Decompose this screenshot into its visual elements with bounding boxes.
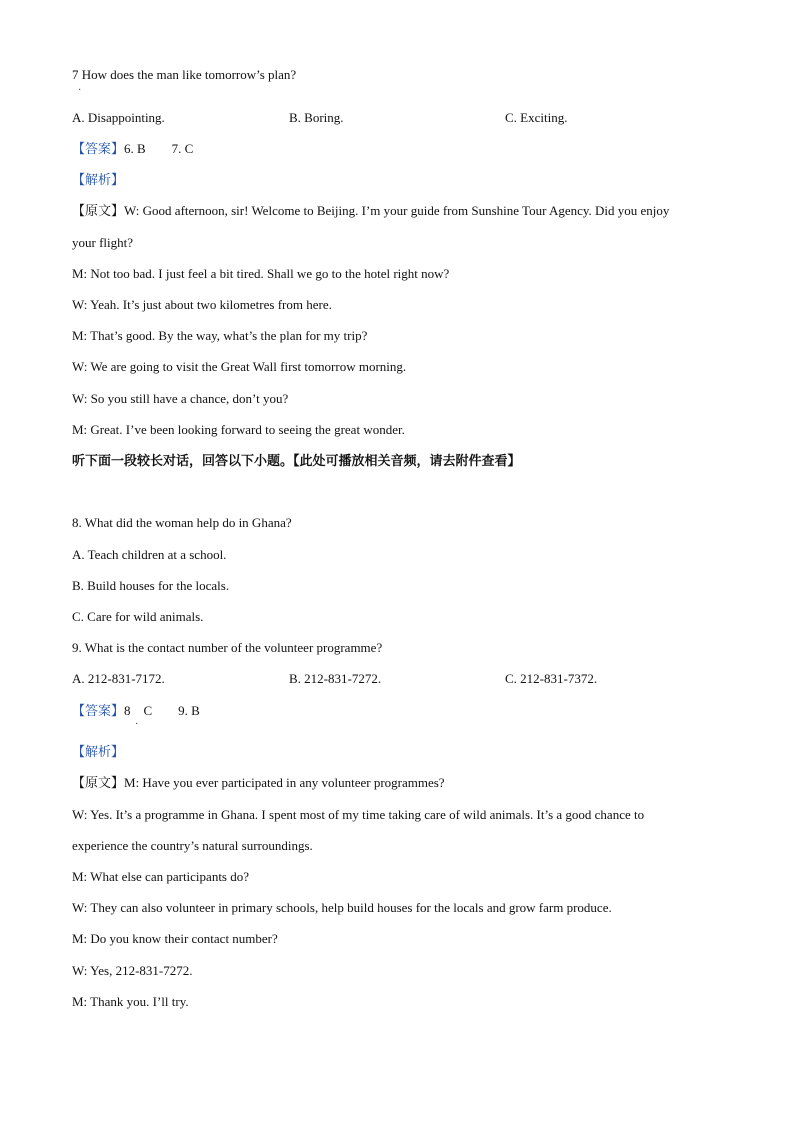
answer-tag: 【答案】 (72, 704, 125, 719)
question-9: 9. What is the contact number of the volunteer programme? (72, 640, 383, 655)
q9-option-a: A. 212-831-7172. (72, 671, 165, 686)
transcript-1-line-5: M: That’s good. By the way, what’s the plan for my trip? (72, 328, 368, 343)
answer-line-1 (72, 140, 193, 159)
transcript-2-line-2: W: Yes. It’s a programme in Ghana. I spent most of my time taking care of wild animals. It’s a good chance to (72, 807, 645, 822)
answer-text: 6. B 7. C (124, 141, 194, 156)
q7-option-b: B. Boring. (289, 110, 344, 125)
transcript-1-line-4: W: Yeah. It’s just about two kilometres from here. (72, 297, 332, 312)
transcript-tag: 【原文】 (72, 776, 125, 791)
analysis-tag: 【解析】 (72, 173, 125, 188)
listening-instruction (72, 452, 521, 471)
transcript-1-line-1 (72, 202, 669, 221)
transcript-tag: 【原文】 (72, 204, 125, 219)
analysis-tag: 【解析】 (72, 745, 125, 760)
transcript-1-line-8: M: Great. I’ve been looking forward to seeing the great wonder. (72, 422, 405, 437)
transcript-2-line-8: M: Thank you. I’ll try. (72, 994, 189, 1009)
analysis-heading-2 (72, 743, 124, 762)
transcript-2-line-3: experience the country’s natural surroundings. (72, 838, 313, 853)
transcript-text: M: Have you ever participated in any volunteer programmes? (124, 775, 445, 790)
transcript-1-line-7: W: So you still have a chance, don’t you? (72, 391, 289, 406)
q8-option-b: B. Build houses for the locals. (72, 578, 230, 593)
question-7: 7 How does the man like tomorrow’s plan? (72, 67, 297, 82)
transcript-1-line-2: your flight? (72, 235, 134, 250)
transcript-2-line-5: W: They can also volunteer in primary schools, help build houses for the locals and grow farm produce. (72, 900, 612, 915)
q9-option-c: C. 212-831-7372. (505, 671, 598, 686)
transcript-2-line-7: W: Yes, 212-831-7272. (72, 963, 193, 978)
transcript-1-line-6: W: We are going to visit the Great Wall first tomorrow morning. (72, 359, 407, 374)
analysis-heading-1 (72, 171, 124, 190)
transcript-2-line-1 (72, 774, 445, 793)
q8-option-a: A. Teach children at a school. (72, 547, 227, 562)
transcript-2-line-6: M: Do you know their contact number? (72, 931, 278, 946)
answer-tag: 【答案】 (72, 142, 125, 157)
q7-option-a: A. Disappointing. (72, 110, 165, 125)
stray-dot: · (78, 85, 82, 96)
q9-option-b: B. 212-831-7272. (289, 671, 382, 686)
stray-dot: · (135, 719, 139, 730)
answer-text: 8 C 9. B (124, 703, 200, 718)
transcript-2-line-4: M: What else can participants do? (72, 869, 250, 884)
transcript-text: W: Good afternoon, sir! Welcome to Beijing. I’m your guide from Sunshine Tour Agency. Did you enjoy (124, 203, 670, 218)
transcript-1-line-3: M: Not too bad. I just feel a bit tired. Shall we go to the hotel right now? (72, 266, 450, 281)
question-8: 8. What did the woman help do in Ghana? (72, 515, 292, 530)
q8-option-c: C. Care for wild animals. (72, 609, 204, 624)
q7-option-c: C. Exciting. (505, 110, 568, 125)
instruction-text: 听下面一段较长对话，回答以下小题。【此处可播放相关音频，请去附件查看】 (72, 454, 521, 469)
